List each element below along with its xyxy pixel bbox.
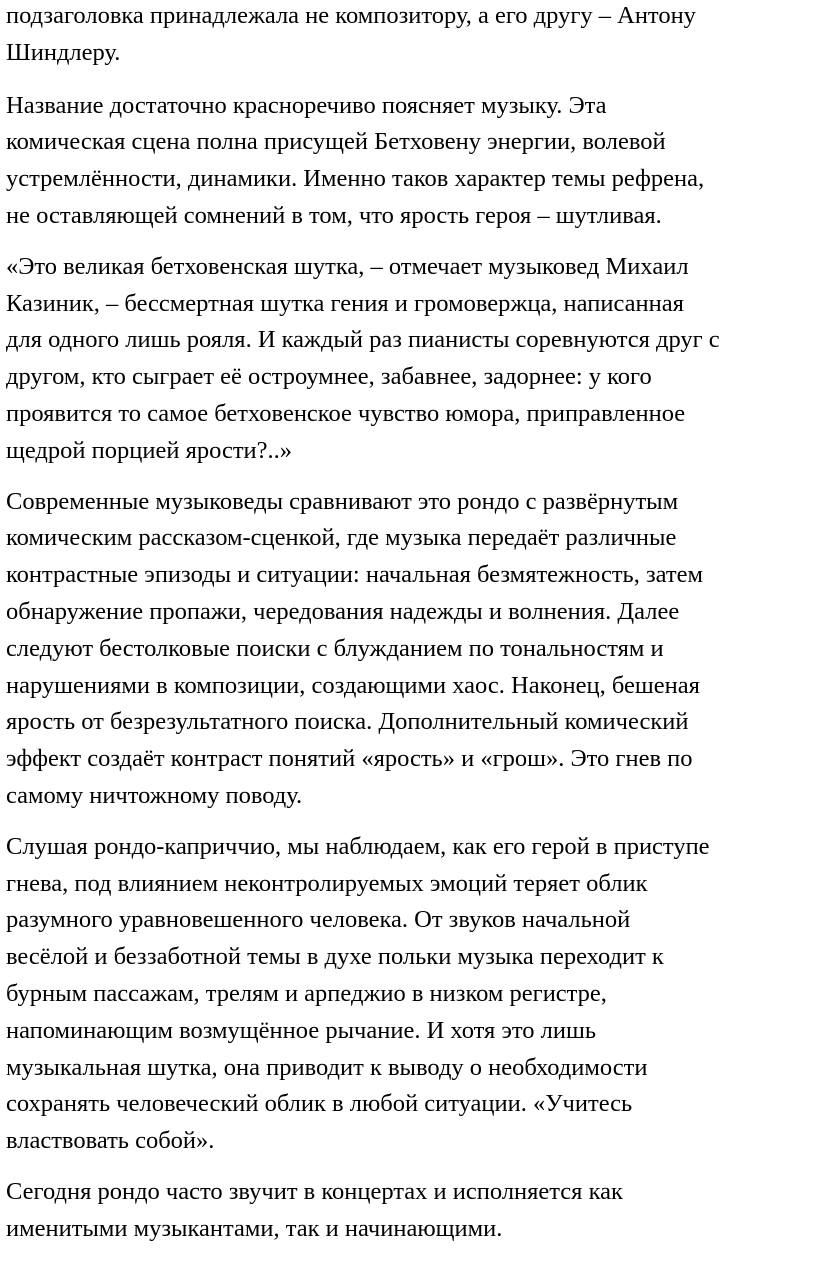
text-line: устремлённости, динамики. Именно таков характер темы рефрена, (6, 165, 705, 193)
paragraph-subtitle-origin (6, 0, 810, 72)
text-line: бурным пассажам, трелям и арпеджио в низком регистре, (6, 979, 607, 1007)
text-line: гнева, под влиянием неконтролируемых эмоций теряет облик (6, 869, 648, 897)
text-line: не оставляющей сомнений в том, что ярость героя – шутливая. (6, 201, 662, 229)
text-line: «Это великая бетховенская шутка, – отмечает музыковед Михаил (6, 252, 689, 280)
text-line: весёлой и беззаботной темы в духе польки музыка переходит к (6, 943, 664, 971)
text-line: другом, кто сыграет её остроумнее, забавнее, задорнее: у кого (6, 363, 652, 391)
text-line: властвовать собой». (6, 1127, 215, 1155)
text-line: Шиндлеру. (6, 38, 121, 66)
text-line: для одного лишь рояля. И каждый раз пианисты соревнуются друг с (6, 326, 720, 354)
paragraph-listening (6, 829, 810, 1160)
text-line: самому ничтожному поводу. (6, 781, 303, 809)
paragraph-today (6, 1174, 810, 1248)
paragraph-modern-musicologists (6, 484, 810, 815)
text-line: именитыми музыкантами, так и начинающими. (6, 1214, 503, 1242)
text-line: комическая сцена полна присущей Бетховену энергии, волевой (6, 128, 666, 156)
text-line: Сегодня рондо часто звучит в концертах и исполняется как (6, 1177, 623, 1205)
paragraph-title-explanation (6, 88, 810, 235)
text-line: подзаголовка принадлежала не композитору, а его другу – Антону (6, 2, 696, 29)
text-line: Название достаточно красноречиво поясняет музыку. Эта (6, 91, 607, 119)
text-line: музыкальная шутка, она приводит к выводу о необходимости (6, 1053, 648, 1081)
text-line: сохранять человеческий облик в любой ситуации. «Учитесь (6, 1090, 633, 1118)
text-line: напоминающим возмущённое рычание. И хотя это лишь (6, 1016, 597, 1044)
text-line: Слушая рондо-каприччио, мы наблюдаем, как его герой в приступе (6, 832, 710, 860)
text-line: обнаружение пропажи, чередования надежды и волнения. Далее (6, 597, 680, 625)
text-line: следуют бестолковые поиски с блужданием по тональностям и (6, 634, 664, 662)
text-line: контрастные эпизоды и ситуации: начальная безмятежность, затем (6, 561, 703, 589)
text-line: комическим рассказом-сценкой, где музыка передаёт различные (6, 524, 677, 552)
paragraph-quote (6, 249, 810, 470)
text-line: проявится то самое бетховенское чувство юмора, приправленное (6, 399, 686, 427)
text-line: Казиник, – бессмертная шутка гения и громовержца, написанная (6, 289, 684, 317)
text-line: нарушениями в композиции, создающими хаос. Наконец, бешеная (6, 671, 700, 699)
text-line: разумного уравновешенного человека. От звуков начальной (6, 906, 631, 934)
text-line: ярость от безрезультатного поиска. Дополнительный комический (6, 708, 689, 736)
text-line: эффект создаёт контраст понятий «ярость» и «грош». Это гнев по (6, 745, 693, 773)
text-line: щедрой порцией ярости?..» (6, 436, 293, 464)
text-line: Современные музыковеды сравнивают это рондо с развёрнутым (6, 487, 679, 515)
